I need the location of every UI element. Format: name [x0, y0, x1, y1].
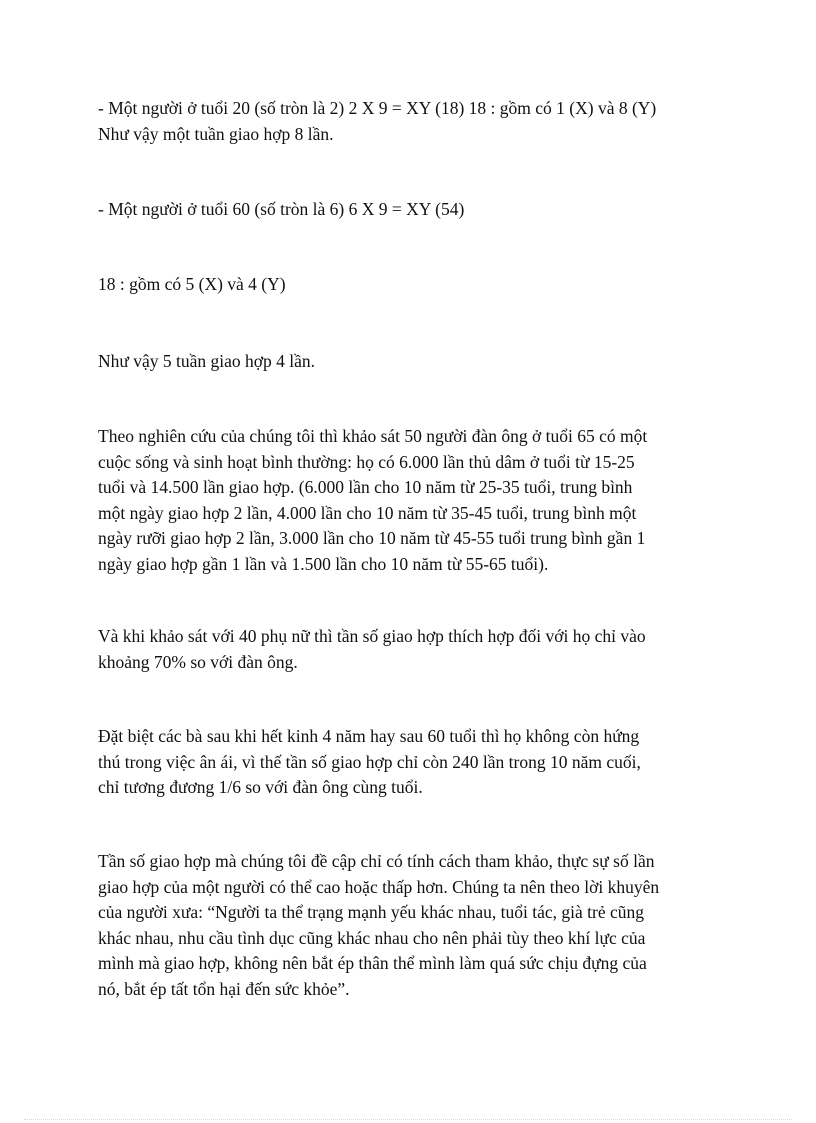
text-line: giao hợp của một người có thể cao hoặc thấp hơn. Chúng ta nên theo lời khuyên: [98, 876, 660, 897]
text-line: ngày giao hợp gần 1 lần và 1.500 lần cho 10 năm từ 55-65 tuổi).: [98, 553, 549, 574]
text-line: khoảng 70% so với đàn ông.: [98, 651, 298, 672]
paragraph-women-study: [98, 624, 718, 675]
text-line: - Một người ở tuổi 60 (số tròn là 6) 6 X 9 = XY (54): [98, 199, 465, 219]
text-line: Đặt biệt các bà sau khi hết kinh 4 năm hay sau 60 tuổi thì họ không còn hứng: [98, 726, 640, 746]
text-line: của người xưa: “Người ta thể trạng mạnh yếu khác nhau, tuổi tác, già trẻ cũng: [98, 902, 645, 922]
text-line: chỉ tương đương 1/6 so với đàn ông cùng tuổi.: [98, 777, 423, 797]
text-line: Và khi khảo sát với 40 phụ nữ thì tần số giao hợp thích hợp đối với họ chỉ vào: [98, 626, 646, 646]
paragraph-post-menopause: [98, 724, 718, 801]
text-line: thú trong việc ân ái, vì thế tần số giao hợp chỉ còn 240 lần trong 10 năm cuối,: [98, 751, 641, 772]
text-line: một ngày giao hợp 2 lần, 4.000 lần cho 10 năm từ 35-45 tuổi, trung bình một: [98, 502, 637, 523]
paragraph-age-60-result: [98, 349, 718, 375]
text-line: Tần số giao hợp mà chúng tôi đề cập chỉ có tính cách tham khảo, thực sự số lần: [98, 851, 655, 871]
text-line: - Một người ở tuổi 20 (số tròn là 2) 2 X 9 = XY (18) 18 : gồm có 1 (X) và 8 (Y): [98, 98, 657, 118]
text-line: nó, bắt ép tất tổn hại đến sức khỏe”.: [98, 978, 350, 999]
paragraph-men-study: [98, 424, 718, 577]
paragraph-age-60-split: [98, 272, 718, 298]
text-line: mình mà giao hợp, không nên bắt ép thân thể mình làm quá sức chịu đựng của: [98, 953, 647, 973]
text-line: Như vậy một tuần giao hợp 8 lần.: [98, 123, 334, 144]
text-line: ngày rưỡi giao hợp 2 lần, 3.000 lần cho 10 năm từ 45-55 tuổi trung bình gần 1: [98, 528, 646, 548]
paragraph-age-60: [98, 197, 718, 223]
paragraph-advice: [98, 849, 718, 1002]
page-bottom-divider: [24, 1119, 792, 1120]
text-line: 18 : gồm có 5 (X) và 4 (Y): [98, 274, 286, 294]
text-line: tuổi và 14.500 lần giao hợp. (6.000 lần cho 10 năm từ 25-35 tuổi, trung bình: [98, 477, 633, 497]
text-line: Theo nghiên cứu của chúng tôi thì khảo sát 50 người đàn ông ở tuổi 65 có một: [98, 426, 648, 446]
paragraph-age-20: [98, 96, 718, 147]
text-line: Như vậy 5 tuần giao hợp 4 lần.: [98, 351, 316, 371]
text-line: cuộc sống và sinh hoạt bình thường: họ có 6.000 lần thủ dâm ở tuổi từ 15-25: [98, 451, 635, 472]
text-line: khác nhau, nhu cầu tình dục cũng khác nhau cho nên phải tùy theo khí lực của: [98, 927, 646, 948]
